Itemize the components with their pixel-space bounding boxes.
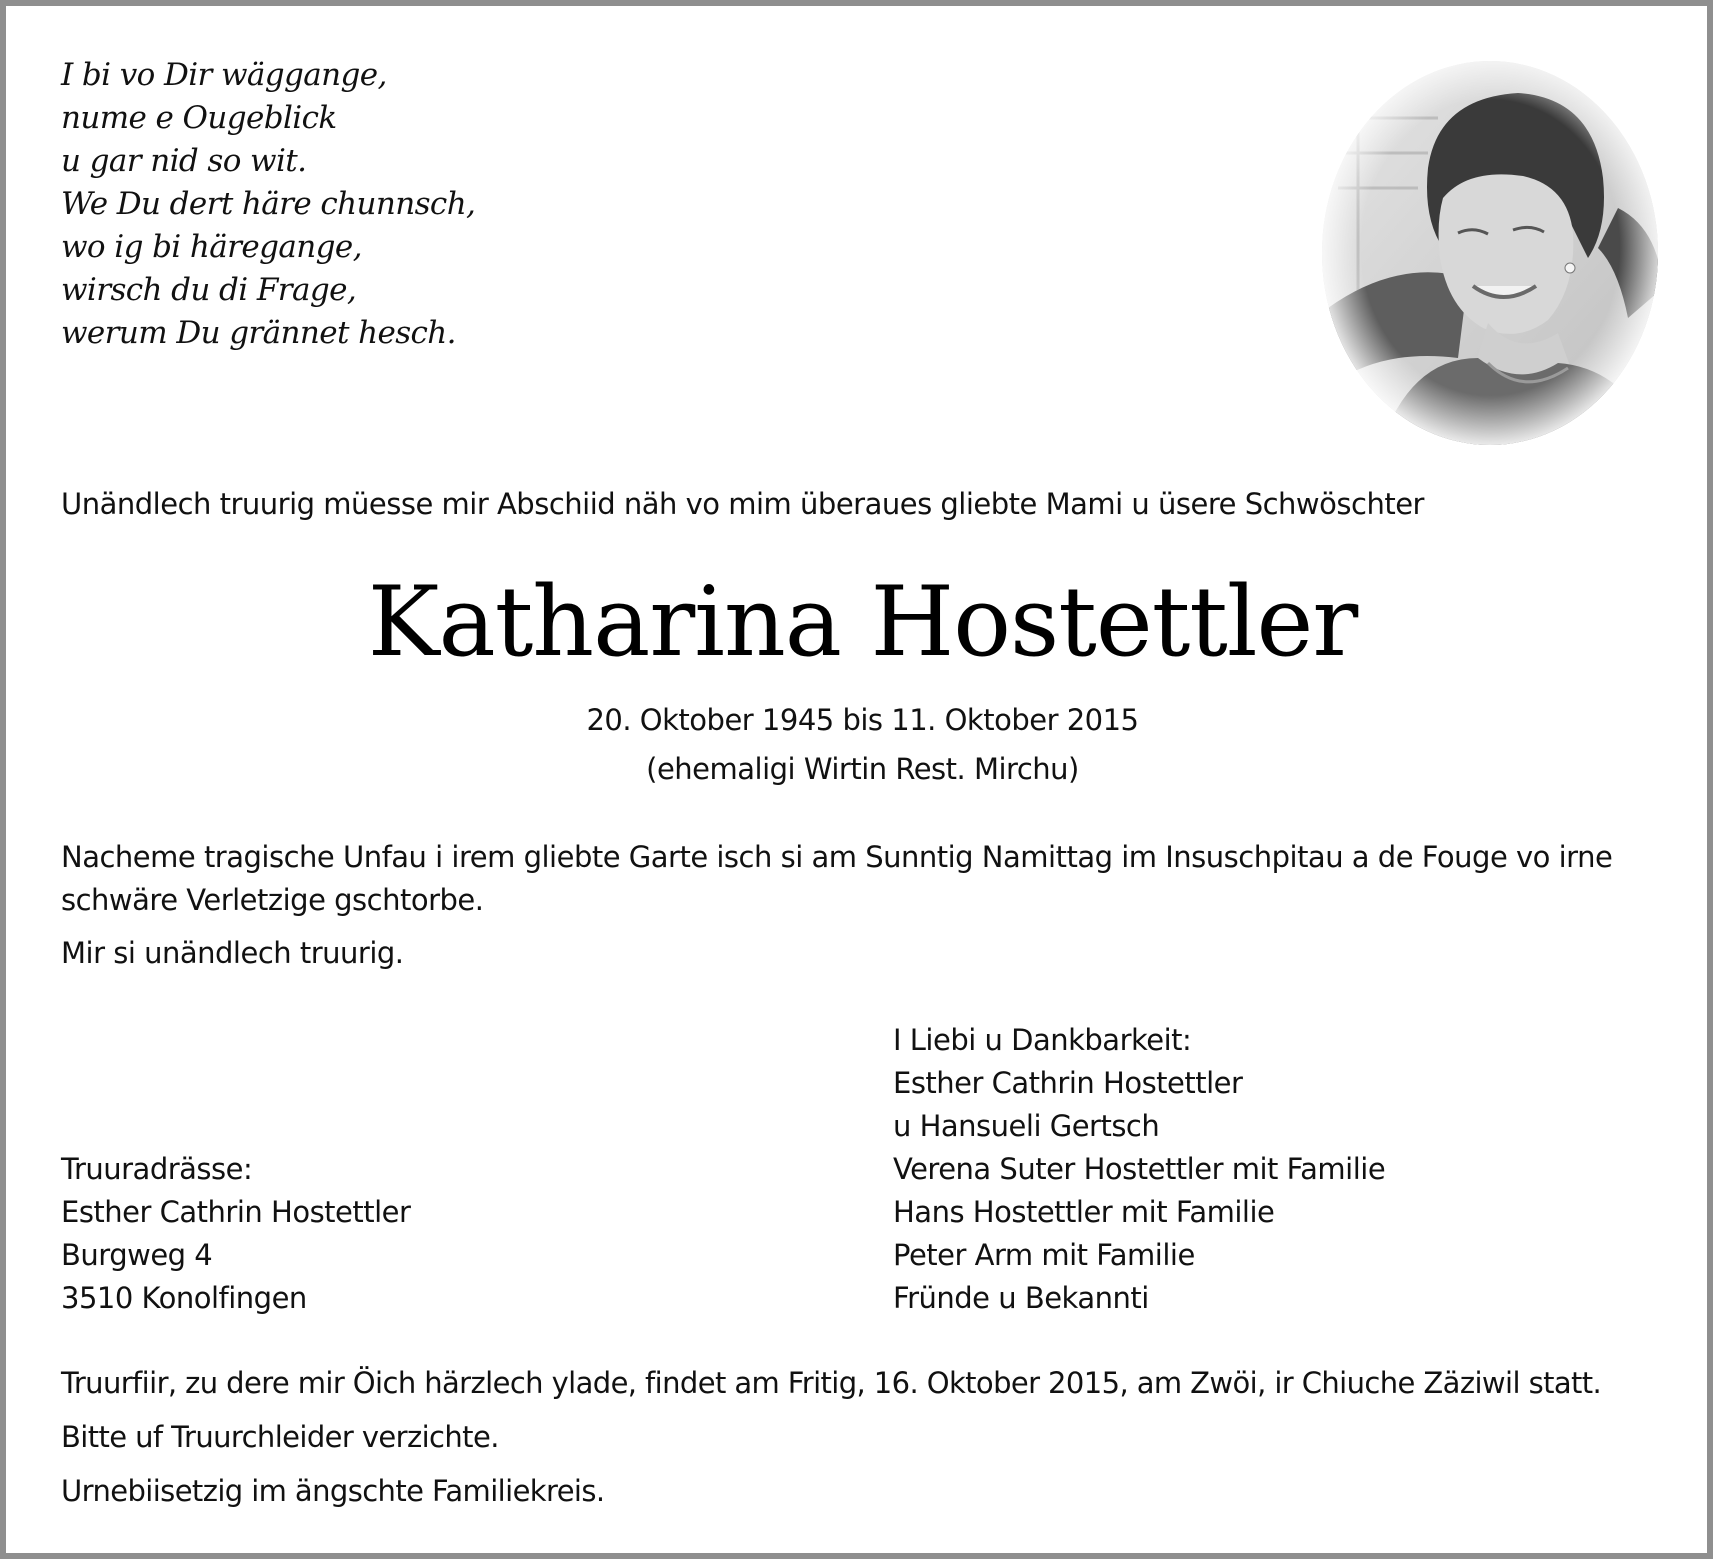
family-list-item: Verena Suter Hostettler mit Familie	[893, 1152, 1386, 1186]
family-list-item: Hans Hostettler mit Familie	[893, 1195, 1275, 1229]
former-role: (ehemaligi Wirtin Rest. Mirchu)	[646, 752, 1079, 786]
poem-line: wo ig bi häregange,	[61, 229, 362, 265]
address-line: 3510 Konolfingen	[61, 1281, 307, 1315]
family-list-item: u Hansueli Gertsch	[893, 1109, 1160, 1143]
life-dates: 20. Oktober 1945 bis 11. Oktober 2015	[586, 703, 1139, 737]
mourning-address	[61, 1148, 410, 1320]
poem-line: werum Du grännet hesch.	[61, 315, 456, 351]
poem-line: We Du dert häre chunnsch,	[61, 186, 476, 222]
poem-line: I bi vo Dir wäggange,	[61, 57, 387, 93]
address-line: Esther Cathrin Hostettler	[61, 1195, 411, 1229]
funeral-service-text: Truurfiir, zu dere mir Öich härzlech ylade, findet am Fritig, 16. Oktober 2015, am Zwöi, ir Chiuche Zäziwil statt.	[61, 1366, 1602, 1400]
intro-text: Unändlech truurig müesse mir Abschiid näh vo mim überaues gliebte Mami u üsere Schwöschter	[61, 487, 1424, 521]
family-list-item: Fründe u Bekannti	[893, 1281, 1149, 1315]
family-list-item: Esther Cathrin Hostettler	[893, 1066, 1243, 1100]
circumstances-paragraph: Nacheme tragische Unfau i irem gliebte Garte isch si am Sunntig Namittag im Insuschpitau a de Fouge vo irne schwäre Verletzige gschtorbe.	[61, 840, 1613, 917]
address-line: Truuradrässe:	[61, 1152, 253, 1186]
family-list	[893, 1019, 1385, 1320]
address-line: Burgweg 4	[61, 1238, 213, 1272]
family-list-item: Peter Arm mit Familie	[893, 1238, 1195, 1272]
dress-note: Bitte uf Truurchleider verzichte.	[61, 1420, 499, 1454]
burial-note: Urnebiisetzig im ängschte Familiekreis.	[61, 1474, 605, 1508]
deceased-name: Katharina Hostettler	[367, 566, 1358, 678]
poem-line: u gar nid so wit.	[61, 143, 307, 179]
poem-line: wirsch du di Frage,	[61, 272, 357, 308]
portrait-photo	[1318, 58, 1663, 453]
mourning-paragraph: Mir si unändlech truurig.	[61, 936, 404, 970]
poem-line: nume e Ougeblick	[61, 100, 337, 136]
family-list-item: I Liebi u Dankbarkeit:	[893, 1023, 1192, 1057]
poem	[61, 54, 475, 355]
